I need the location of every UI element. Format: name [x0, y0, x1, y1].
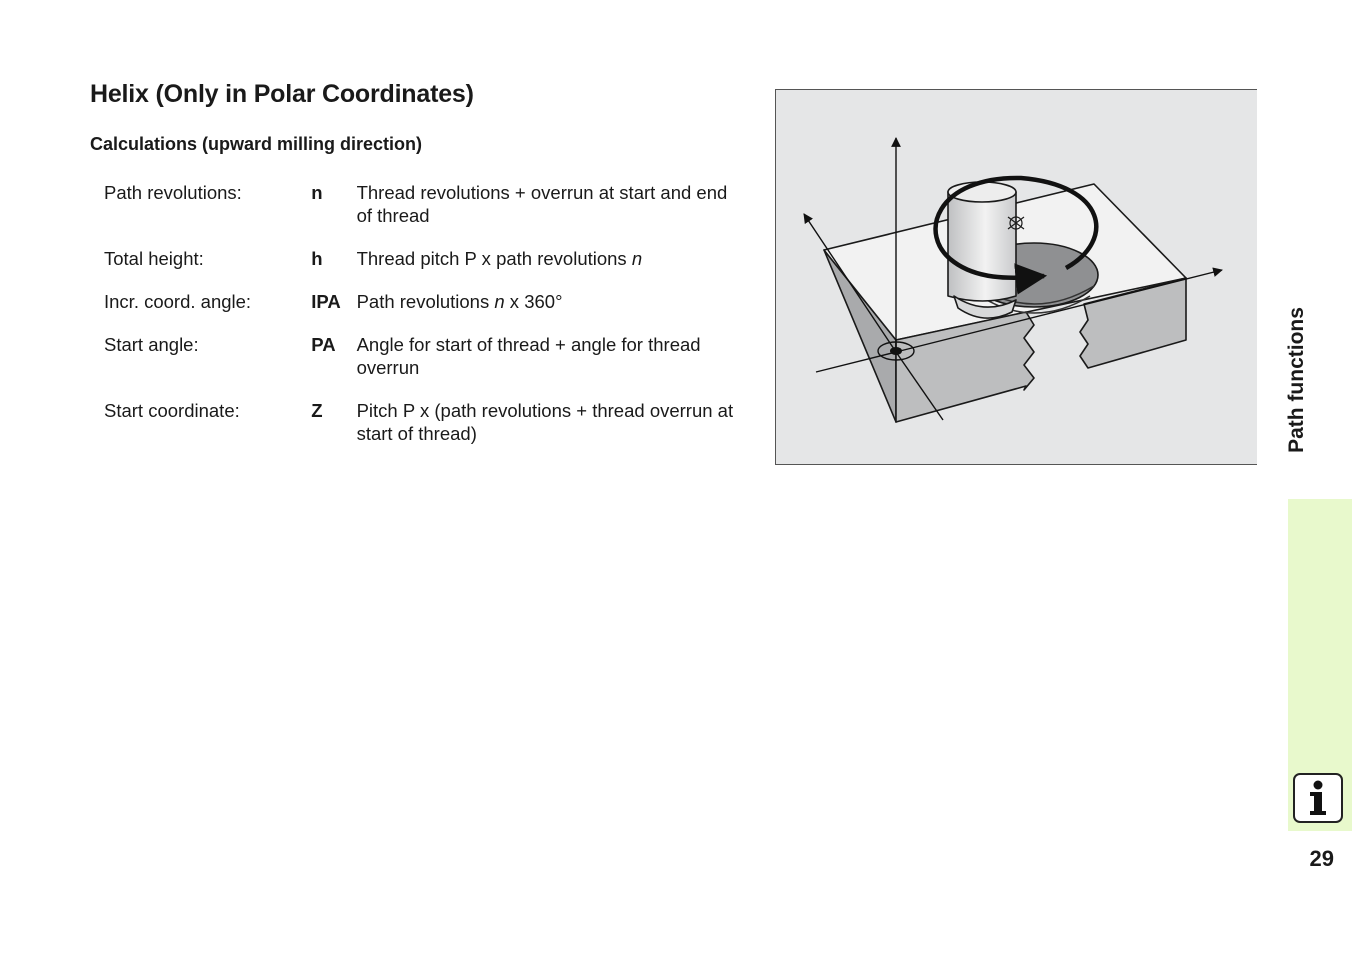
table-row — [104, 399, 744, 465]
parameter-label: Start angle: — [104, 334, 199, 355]
page-title: Helix (Only in Polar Coordinates) — [90, 80, 474, 108]
parameter-description — [357, 181, 744, 247]
description-text: Pitch P x (path revolutions + thread overrun at start of thread) — [356, 400, 734, 444]
parameter-description — [357, 399, 744, 465]
section-subtitle: Calculations (upward milling direction) — [90, 134, 423, 154]
description-text: Path revolutions — [356, 291, 495, 312]
chapter-tab-label: Path functions — [1285, 307, 1308, 453]
parameter-description — [357, 290, 744, 333]
parameter-symbol: n — [311, 182, 323, 203]
description-variable: n — [494, 291, 505, 312]
table-row — [104, 290, 744, 333]
parameter-symbol: IPA — [311, 291, 341, 312]
table-row — [104, 181, 744, 247]
parameter-label: Start coordinate: — [104, 400, 240, 421]
parameter-symbol: Z — [311, 400, 323, 421]
table-row — [104, 333, 744, 399]
helix-illustration — [775, 89, 1257, 465]
parameter-label: Incr. coord. angle: — [104, 291, 252, 312]
helix-drawing — [776, 90, 1258, 466]
description-text: Thread pitch P x path revolutions — [356, 248, 632, 269]
parameter-symbol: PA — [311, 334, 336, 355]
description-text: x 360° — [504, 291, 563, 312]
table-row — [104, 247, 744, 290]
parameter-label: Total height: — [104, 248, 204, 269]
info-icon — [1293, 773, 1343, 823]
parameter-label: Path revolutions: — [104, 182, 242, 203]
parameter-table — [104, 181, 744, 465]
page-number: 29 — [1309, 846, 1334, 871]
description-text: Angle for start of thread + angle for thread overrun — [356, 334, 701, 378]
parameter-symbol: h — [311, 248, 323, 269]
description-text: Thread revolutions + overrun at start and end of thread — [356, 182, 728, 226]
pole-center — [890, 347, 902, 355]
description-variable: n — [631, 248, 643, 269]
parameter-description — [357, 247, 744, 290]
parameter-description — [357, 333, 744, 399]
